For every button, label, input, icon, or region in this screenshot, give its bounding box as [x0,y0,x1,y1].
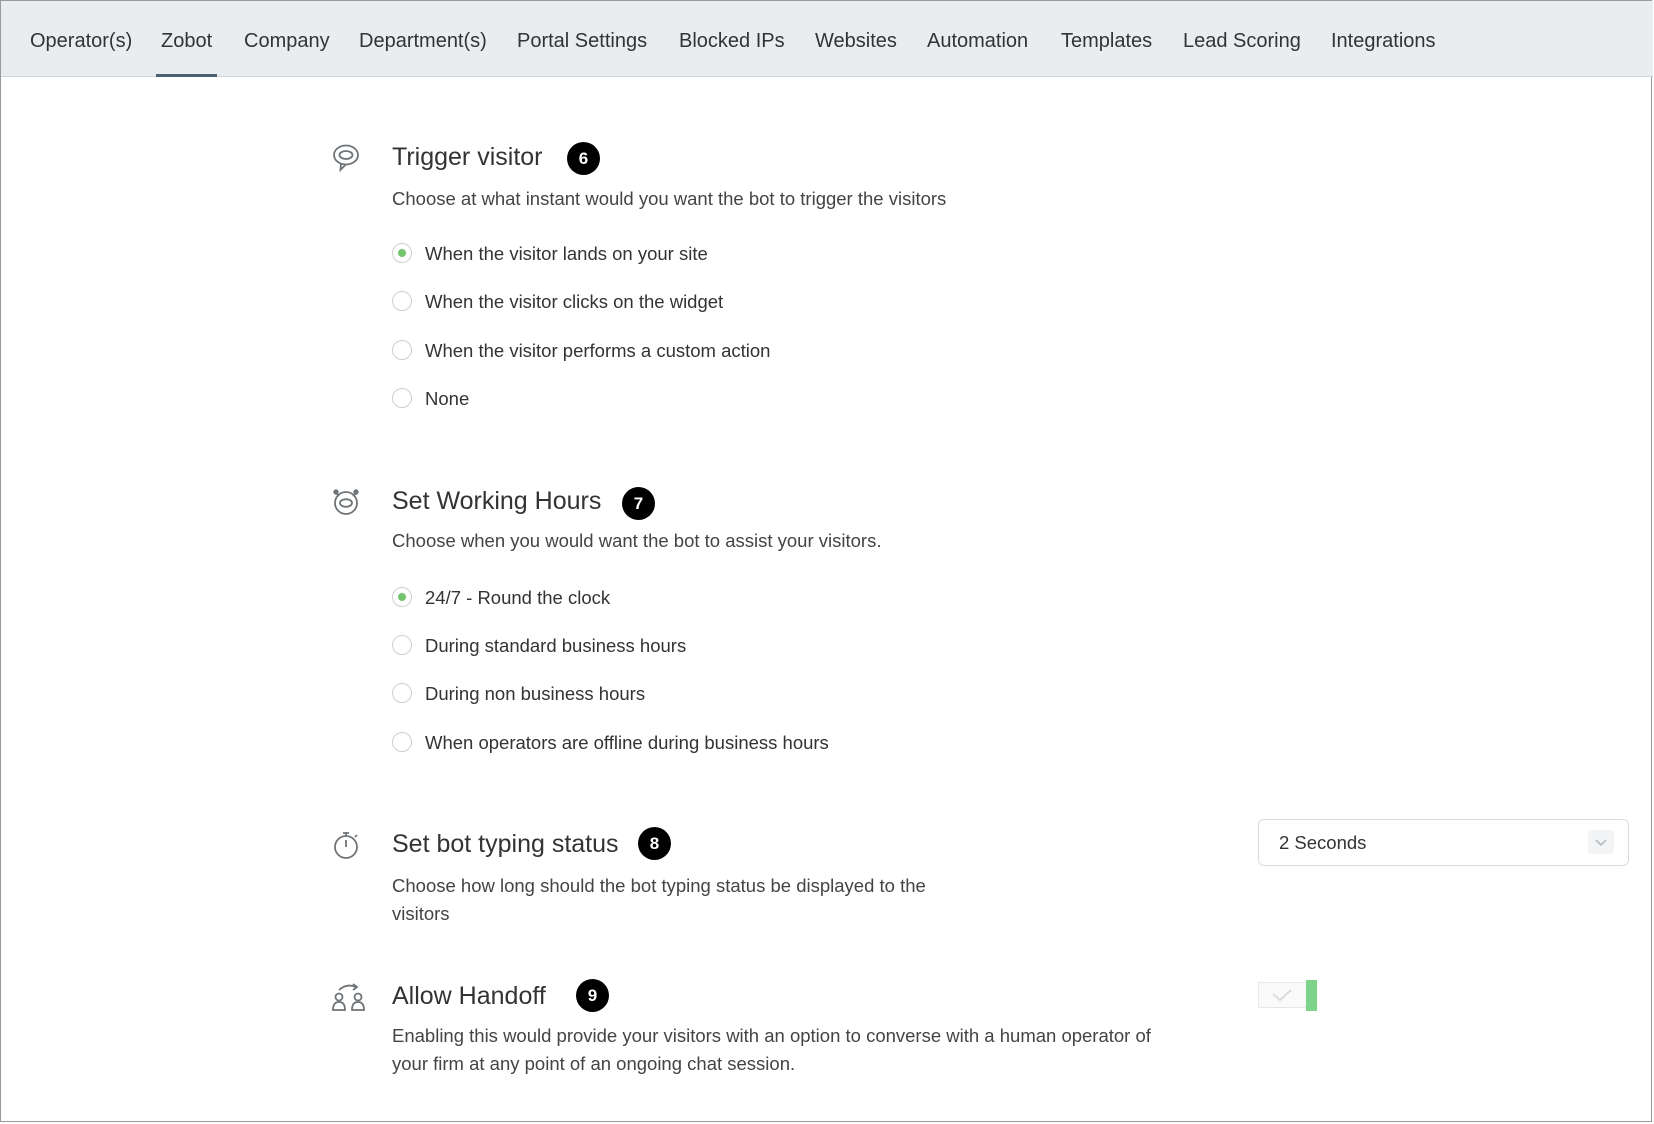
radio-label: During standard business hours [425,635,687,656]
radio-label: During non business hours [425,683,646,704]
step-badge-9: 9 [576,979,609,1012]
tab-lead-scoring[interactable]: Lead Scoring [1183,30,1301,52]
radio-label: None [425,388,470,409]
tab-websites[interactable]: Websites [815,30,897,52]
stopwatch-icon [331,830,361,860]
handoff-description-line1: Enabling this would provide your visitors with an option to converse with a human operator of [392,1025,1151,1046]
typing-duration-value: 2 Seconds [1279,832,1367,853]
typing-duration-select[interactable] [1258,819,1629,866]
tab-company[interactable]: Company [244,30,330,52]
radio-label: When the visitor performs a custom action [425,340,771,361]
handoff-people-icon [331,982,367,1012]
typing-status-title: Set bot typing status [392,830,619,858]
handoff-toggle[interactable] [1258,980,1318,1011]
tab-portal-settings[interactable]: Portal Settings [517,30,648,52]
radio-label: 24/7 - Round the clock [425,587,611,608]
settings-tab-bar [1,1,1653,77]
typing-status-description-line1: Choose how long should the bot typing status be displayed to the [392,875,926,896]
toggle-knob[interactable] [1306,980,1317,1011]
tab-departments[interactable]: Department(s) [359,30,487,52]
tab-integrations[interactable]: Integrations [1331,30,1436,52]
radio-button[interactable] [392,388,412,408]
tab-blocked-ips[interactable]: Blocked IPs [679,30,785,52]
toggle-track[interactable] [1258,982,1310,1008]
tab-zobot[interactable]: Zobot [161,1,212,77]
working-hours-description: Choose when you would want the bot to assist your visitors. [392,530,882,551]
radio-button[interactable] [392,340,412,360]
tab-automation[interactable]: Automation [927,30,1029,52]
trigger-visitor-description: Choose at what instant would you want the bot to trigger the visitors [392,188,947,209]
radio-button[interactable] [392,732,412,752]
working-hours-title: Set Working Hours [392,487,602,515]
radio-label: When the visitor clicks on the widget [425,291,724,312]
tab-operators[interactable]: Operator(s) [30,30,133,52]
step-badge-8: 8 [638,827,671,860]
radio-label: When operators are offline during business hours [425,732,829,753]
tab-templates[interactable]: Templates [1061,30,1153,52]
typing-status-description-line2: visitors [392,903,450,924]
trigger-visitor-title: Trigger visitor [392,143,543,171]
handoff-description-line2: your firm at any point of an ongoing chat session. [392,1053,796,1074]
chevron-down-icon[interactable] [1588,830,1614,854]
check-icon [1259,983,1309,1007]
chat-bubble-icon [331,143,361,173]
radio-button[interactable] [392,291,412,311]
radio-label: When the visitor lands on your site [425,243,708,264]
handoff-title: Allow Handoff [392,982,546,1010]
step-badge-7: 7 [622,487,655,520]
radio-button[interactable] [392,587,412,607]
alarm-clock-icon [331,487,361,517]
radio-button[interactable] [392,635,412,655]
step-badge-6: 6 [567,142,600,175]
radio-button[interactable] [392,243,412,263]
radio-button[interactable] [392,683,412,703]
